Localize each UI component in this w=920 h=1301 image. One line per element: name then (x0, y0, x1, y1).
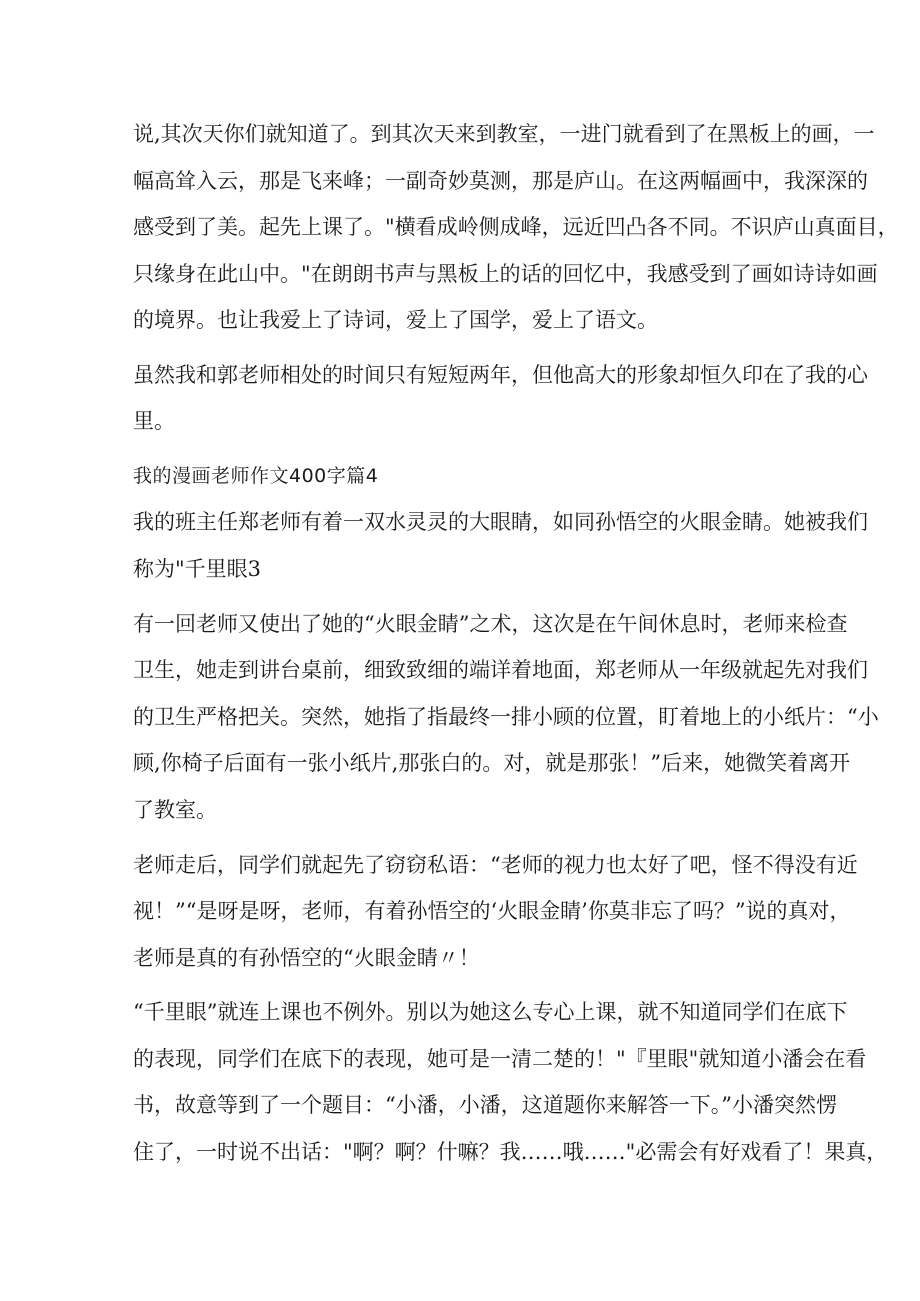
text-line: 住了，一时说不出话："啊？啊？什嘛？我……哦……"必需会有好戏看了！果真， (133, 1140, 888, 1164)
text-line: 有一回老师又使出了她的“火眼金睛”之术，这次是在午间休息时，老师来检查 (133, 612, 848, 636)
text-line: 称为"千里眼3 (133, 557, 262, 581)
text-line: 只缘身在此山中。"在朗朗书声与黑板上的话的回忆中，我感受到了画如诗诗如画 (133, 262, 878, 286)
text-line: 虽然我和郭老师相处的时间只有短短两年，但他高大的形象却恒久印在了我的心 (133, 363, 868, 387)
text-line: 我的班主任郑老师有着一双水灵灵的大眼睛，如同孙悟空的火眼金睛。她被我们 (133, 510, 868, 534)
text-line: 的卫生严格把关。突然，她指了指最终一排小顾的位置，盯着地上的小纸片：“小 (133, 705, 879, 729)
text-line: 幅高耸入云，那是飞来峰；一副奇妙莫测，那是庐山。在这两幅画中，我深深的 (133, 169, 868, 193)
text-line: 卫生，她走到讲台桌前，细致致细的端详着地面，郑老师从一年级就起先对我们 (133, 658, 868, 682)
text-line: 视！”“是呀是呀，老师，有着孙悟空的‘火眼金睛’你莫非忘了吗？”说的真对， (133, 899, 851, 923)
text-line: 了教室。 (133, 798, 217, 822)
text-line: 说,其次天你们就知道了。到其次天来到教室，一进门就看到了在黑板上的画，一 (133, 122, 875, 146)
text-line: 书，故意等到了一个题目：“小潘，小潘，这道题你来解答一下。”小潘突然愣 (133, 1093, 837, 1117)
text-line: 感受到了美。起先上课了。"横看成岭侧成峰，远近凹凸各不同。不识庐山真面目， (133, 215, 899, 239)
text-line: 的境界。也让我爱上了诗词，爱上了国学，爱上了语文。 (133, 308, 658, 332)
text-line: 顾,你椅子后面有一张小纸片,那张白的。对，就是那张！”后来，她微笑着离开 (133, 751, 851, 775)
text-line: 老师走后，同学们就起先了窃窃私语：“老师的视力也太好了吧，怪不得没有近 (133, 853, 858, 877)
section-heading: 我的漫画老师作文400字篇4 (133, 465, 379, 487)
text-line: 里。 (133, 409, 175, 433)
text-line: “千里眼”就连上课也不例外。别以为她这么专心上课，就不知道同学们在底下 (133, 1000, 848, 1024)
text-line: 的表现，同学们在底下的表现，她可是一清二楚的！"『里眼"就知道小潘会在看 (133, 1047, 867, 1071)
text-line: 老师是真的有孙悟空的“火眼金睛〃！ (133, 946, 480, 970)
